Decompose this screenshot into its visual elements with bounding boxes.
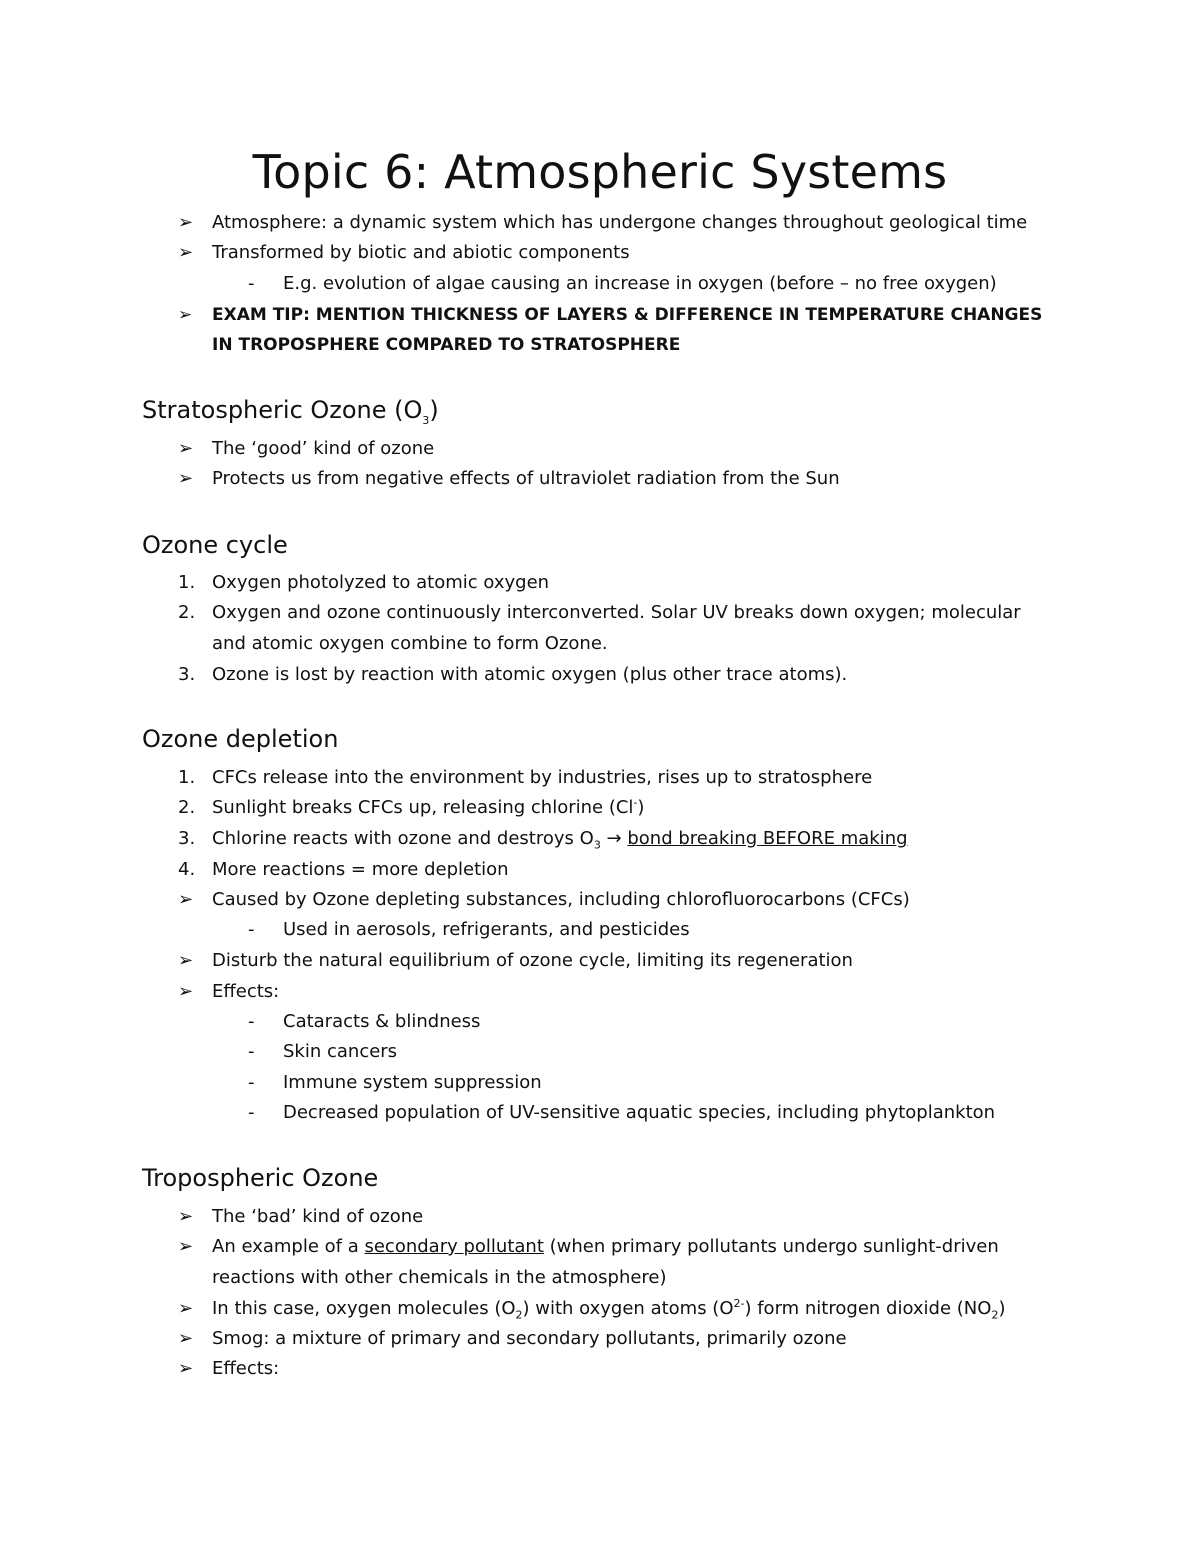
- underlined-text: secondary pollutant: [364, 1236, 544, 1257]
- arrow-bullet-icon: ➢: [178, 1236, 194, 1257]
- arrow-bullet-icon: ➢: [178, 1298, 194, 1319]
- right-arrow-icon: →: [600, 828, 628, 849]
- dash-bullet: -: [248, 1041, 255, 1062]
- arrow-bullet-icon: ➢: [178, 468, 194, 489]
- arrow-bullet-icon: ➢: [178, 1206, 194, 1227]
- arrow-bullet-icon: ➢: [178, 950, 194, 971]
- arrow-bullet-icon: ➢: [178, 438, 194, 459]
- dash-bullet: -: [248, 273, 255, 294]
- dash-bullet: -: [248, 1072, 255, 1093]
- arrow-bullet-icon: ➢: [178, 242, 194, 263]
- dash-bullet: -: [248, 919, 255, 940]
- arrow-bullet-icon: ➢: [178, 889, 194, 910]
- arrow-bullet-icon: ➢: [178, 305, 193, 325]
- section-heading-ozone-cycle: Ozone cycle: [142, 531, 288, 559]
- arrow-bullet-icon: ➢: [178, 1358, 194, 1379]
- page-title: Topic 6: Atmospheric Systems: [252, 145, 948, 199]
- document-page: Topic 6: Atmospheric Systems ➢ Atmosphere: a dynamic system which has undergone changes throughout geological time ➢ Transformed by biotic and abiotic components - E.g. evolution of algae causing an increase in oxygen (before – no free oxygen) ➢ EXAM TIP: MENTION THICKNESS OF LAYERS & DIFFERENCE IN TEMPERATURE CHANGES IN TROPOSPHERE COMPARED TO STRATOSPHERE Stratospheric Ozone $(O_3)$ ➢ The ‘good’ kind of ozone ➢ Protects us from negative effects of ultraviolet radiation from the Sun Ozone cycle 1. Oxygen photolyzed to atomic oxygen 2. Oxygen and ozone continuously interconverted. Solar UV breaks down oxygen; molecular and atomic oxygen combine to form Ozone. 3. Ozone is lost by reaction with atomic oxygen (plus other trace atoms). Ozone depletion 1. CFCs release into the environment by industries, rises up to stratosphere 2. Sunlight breaks CFCs up, releasing chlorine (Cl-) 3. Chlorine reacts with ozone and destroys $O_3$ → bond breaking BEFORE making 4. More reactions = more depletion ➢ Caused by Ozone depleting substances, including chlorofluorocarbons (CFCs) - Used in aerosols, refrigerants, and pesticides ➢ Disturb the natural equilibrium of ozone cycle, limiting its regeneration ➢ Effects: - Cataracts & blindness - Skin cancers - Immune system suppression - Decreased population of UV-sensitive aquatic species, including phytoplankton Tropospheric Ozone ➢ The ‘bad’ kind of ozone ➢ An example of a secondary pollutant (when primary pollutants undergo sunlight-driven reactions with other chemicals in the atmosphere) ➢ In this case, oxygen molecules $(O_2)$ with oxygen atoms $(O^{2-})$ form nitrogen dioxide $(NO_2)$ ➢ Smog: a mixture of primary and secondary pollutants, primarily ozone ➢ Effects:: [0, 0, 1200, 1553]
- arrow-bullet-icon: ➢: [178, 1328, 194, 1349]
- arrow-bullet-icon: ➢: [178, 212, 194, 233]
- underlined-text: bond breaking BEFORE making: [627, 828, 908, 849]
- dash-bullet: -: [248, 1102, 255, 1123]
- dash-bullet: -: [248, 1011, 255, 1032]
- section-heading-stratospheric-ozone: Stratospheric Ozone $(O_3)$: [142, 396, 439, 427]
- section-heading-tropospheric-ozone: Tropospheric Ozone: [142, 1164, 379, 1192]
- arrow-bullet-icon: ➢: [178, 981, 194, 1002]
- section-heading-ozone-depletion: Ozone depletion: [142, 725, 339, 753]
